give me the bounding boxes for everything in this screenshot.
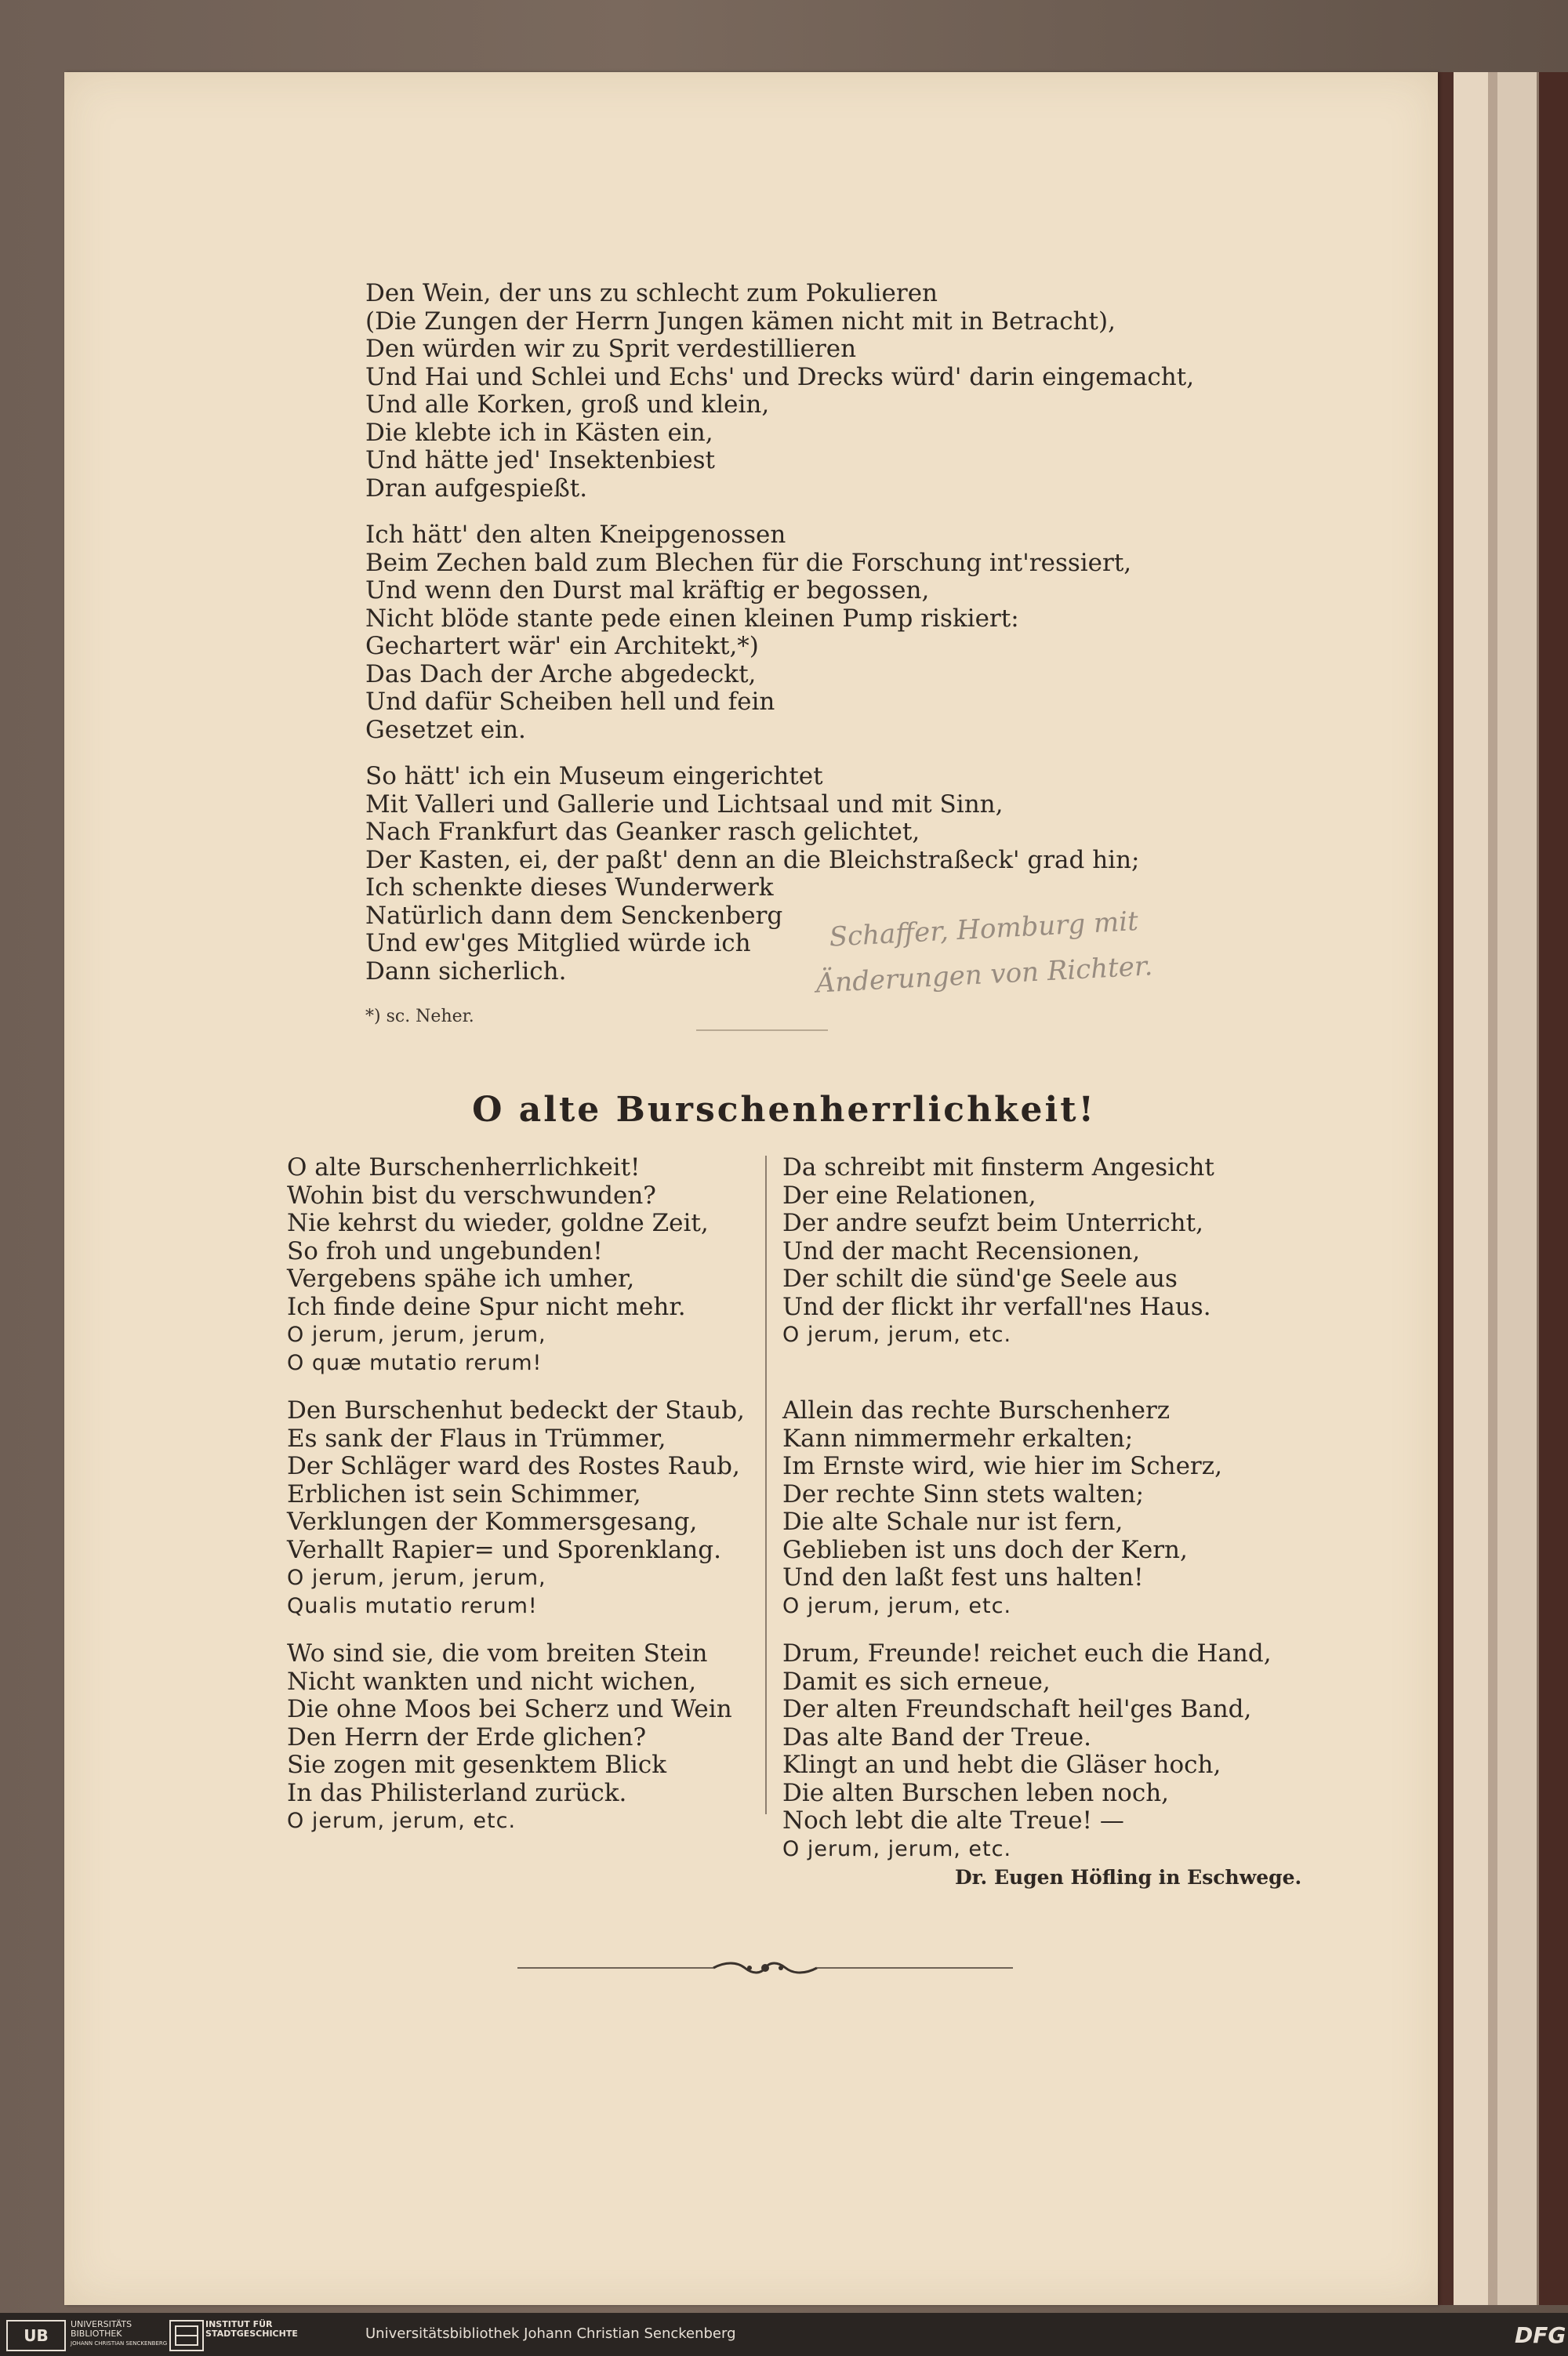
poem-line: Das alte Band der Treue. bbox=[782, 1723, 1091, 1752]
ornament-divider bbox=[517, 1958, 1013, 1977]
poem-line: Der schilt die sünd'ge Seele aus bbox=[782, 1265, 1178, 1293]
institute-logo-text bbox=[205, 2320, 298, 2339]
author-signature: Dr. Eugen Höfling in Eschwege. bbox=[955, 1866, 1302, 1889]
poem-line: Den Wein, der uns zu schlecht zum Pokulieren bbox=[365, 279, 938, 307]
poem-line: So hätt' ich ein Museum eingerichtet bbox=[365, 762, 823, 790]
left-stanza-2 bbox=[287, 1397, 745, 1620]
ub-text-line-3: JOHANN CHRISTIAN SENCKENBERG bbox=[71, 2340, 168, 2347]
poem-line: Und ew'ges Mitglied würde ich bbox=[365, 929, 751, 957]
poem-line: Und den laßt fest uns halten! bbox=[782, 1563, 1144, 1592]
poem-line: Gesetzet ein. bbox=[365, 715, 526, 744]
poem-line: O jerum, jerum, jerum, bbox=[287, 1323, 546, 1347]
poem-line: Und alle Korken, groß und klein, bbox=[365, 390, 770, 419]
poem-line: Allein das rechte Burschenherz bbox=[782, 1396, 1171, 1425]
poem-line: Der Schläger ward des Rostes Raub, bbox=[287, 1452, 740, 1480]
poem-line: Im Ernste wird, wie hier im Scherz, bbox=[782, 1452, 1222, 1480]
right-stanza-2 bbox=[782, 1397, 1222, 1620]
dfg-logo[interactable]: DFG bbox=[1515, 2322, 1566, 2348]
poem-line: Den Burschenhut bedeckt der Staub, bbox=[287, 1396, 745, 1425]
poem-line: Erblichen ist sein Schimmer, bbox=[287, 1479, 641, 1508]
footnote: *) sc. Neher. bbox=[365, 1007, 474, 1026]
poem-line: Dann sicherlich. bbox=[365, 957, 567, 986]
poem-line: Und der macht Recensionen, bbox=[782, 1236, 1141, 1265]
poem-line: Der Kasten, ei, der paßt' denn an die Bleichstraßeck' grad hin; bbox=[365, 845, 1140, 874]
section-divider bbox=[696, 1029, 828, 1031]
poem-line: So froh und ungebunden! bbox=[287, 1236, 603, 1265]
poem-line: Und dafür Scheiben hell und fein bbox=[365, 688, 775, 716]
poem-line: Und wenn den Durst mal kräftig er begossen, bbox=[365, 576, 930, 604]
poem-line: Nie kehrst du wieder, goldne Zeit, bbox=[287, 1209, 709, 1237]
poem-line: Mit Valleri und Gallerie und Lichtsaal und mit Sinn, bbox=[365, 790, 1004, 819]
poem-line: Das Dach der Arche abgedeckt, bbox=[365, 659, 757, 688]
book-cover-edge bbox=[1438, 72, 1454, 2305]
ub-logo[interactable]: UB bbox=[6, 2320, 66, 2351]
poem-line: Beim Zechen bald zum Blechen für die Forschung int'ressiert, bbox=[365, 548, 1132, 577]
poem-line: Kann nimmermehr erkalten; bbox=[782, 1424, 1134, 1453]
poem-line: Der eine Relationen, bbox=[782, 1181, 1036, 1210]
poem-line: Ich hätt' den alten Kneipgenossen bbox=[365, 521, 786, 549]
poem-line: Verhallt Rapier= und Sporenklang. bbox=[287, 1535, 721, 1564]
poem-line: Geblieben ist uns doch der Kern, bbox=[782, 1535, 1188, 1564]
page-stack-shadow bbox=[1488, 72, 1497, 2305]
poem-line: Und der flickt ihr verfall'nes Haus. bbox=[782, 1292, 1211, 1321]
poem-line: Die alte Schale nur ist fern, bbox=[782, 1508, 1123, 1536]
poem-line: Natürlich dann dem Senckenberg bbox=[365, 901, 783, 930]
handwriting-line-2: Änderungen von Richter. bbox=[815, 950, 1154, 1000]
poem-line: Klingt an und hebt die Gläser hoch, bbox=[782, 1751, 1221, 1779]
poem-line: O quæ mutatio rerum! bbox=[287, 1350, 543, 1375]
right-stanza-1 bbox=[782, 1154, 1214, 1349]
poem-line: O alte Burschenherrlichkeit! bbox=[287, 1153, 641, 1182]
poem-line: Noch lebt die alte Treue! — bbox=[782, 1806, 1124, 1835]
poem-line: Dran aufgespießt. bbox=[365, 474, 588, 503]
poem-line: Der rechte Sinn stets walten; bbox=[782, 1479, 1145, 1508]
left-stanza-3 bbox=[287, 1640, 732, 1835]
poem-line: O jerum, jerum, etc. bbox=[782, 1593, 1012, 1618]
poem-line: Wohin bist du verschwunden? bbox=[287, 1181, 656, 1210]
ub-text-line-2: BIBLIOTHEK bbox=[71, 2329, 122, 2339]
poem-line: Qualis mutatio rerum! bbox=[287, 1593, 538, 1618]
poem-line: Die klebte ich in Kästen ein, bbox=[365, 418, 713, 447]
right-stanza-3 bbox=[782, 1640, 1272, 1863]
left-stanza-1 bbox=[287, 1154, 709, 1377]
top-stanza-1 bbox=[365, 280, 1194, 503]
ub-logo-text bbox=[71, 2320, 167, 2348]
top-stanza-2 bbox=[365, 521, 1131, 744]
inst-text-line-1: INSTITUT FÜR bbox=[205, 2319, 273, 2329]
poem-line: Die alten Burschen leben noch, bbox=[782, 1778, 1170, 1807]
poem-line: Der alten Freundschaft heil'ges Band, bbox=[782, 1695, 1252, 1723]
poem-line: O jerum, jerum, etc. bbox=[782, 1323, 1012, 1347]
poem-line: Nach Frankfurt das Geanker rasch gelichtet, bbox=[365, 818, 920, 846]
poem-line: Die ohne Moos bei Scherz und Wein bbox=[287, 1695, 732, 1723]
poem-line: Es sank der Flaus in Trümmer, bbox=[287, 1424, 666, 1453]
footer-bar bbox=[0, 2313, 1568, 2356]
poem-line: O jerum, jerum, etc. bbox=[782, 1836, 1012, 1861]
poem-line: Drum, Freunde! reichet euch die Hand, bbox=[782, 1639, 1272, 1668]
institute-logo[interactable] bbox=[169, 2320, 204, 2351]
poem-line: Der andre seufzt beim Unterricht, bbox=[782, 1209, 1203, 1237]
library-name: Universitätsbibliothek Johann Christian Senckenberg bbox=[365, 2325, 736, 2342]
poem-line: Verklungen der Kommersgesang, bbox=[287, 1508, 698, 1536]
poem-line: Damit es sich erneue, bbox=[782, 1667, 1051, 1696]
handwriting-line-1: Schaffer, Homburg mit bbox=[828, 906, 1139, 953]
poem-line: Den würden wir zu Sprit verdestillieren bbox=[365, 335, 857, 363]
column-divider bbox=[765, 1156, 767, 1814]
poem-line: Und Hai und Schlei und Echs' und Drecks würd' darin eingemacht, bbox=[365, 362, 1195, 391]
poem-line: Nicht wankten und nicht wichen, bbox=[287, 1667, 697, 1696]
poem-line: Und hätte jed' Insektenbiest bbox=[365, 446, 716, 474]
poem-line: (Die Zungen der Herrn Jungen kämen nicht mit in Betracht), bbox=[365, 307, 1116, 336]
poem-line: O jerum, jerum, jerum, bbox=[287, 1566, 546, 1590]
poem-line: Da schreibt mit finsterm Angesicht bbox=[782, 1153, 1214, 1182]
ub-text-line-1: UNIVERSITÄTS bbox=[71, 2319, 132, 2329]
poem-line: Den Herrn der Erde glichen? bbox=[287, 1723, 647, 1752]
institute-emblem-icon bbox=[171, 2322, 202, 2350]
poem-line: Ich finde deine Spur nicht mehr. bbox=[287, 1292, 686, 1321]
poem-line: Ich schenkte dieses Wunderwerk bbox=[365, 873, 774, 902]
poem-title: O alte Burschenherrlichkeit! bbox=[472, 1090, 1096, 1130]
poem-line: Wo sind sie, die vom breiten Stein bbox=[287, 1639, 708, 1668]
handwritten-annotation bbox=[815, 900, 1242, 1031]
poem-line: Vergebens spähe ich umher, bbox=[287, 1265, 635, 1293]
poem-line: Sie zogen mit gesenktem Blick bbox=[287, 1751, 666, 1779]
inst-text-line-2: STADTGESCHICHTE bbox=[205, 2329, 298, 2339]
poem-line: In das Philisterland zurück. bbox=[287, 1778, 627, 1807]
next-page-edge bbox=[1497, 72, 1539, 2305]
poem-line: Gechartert wär' ein Architekt,*) bbox=[365, 632, 759, 660]
poem-line: O jerum, jerum, etc. bbox=[287, 1809, 517, 1833]
back-cover-edge bbox=[1539, 72, 1568, 2305]
page-stack-edge bbox=[1454, 72, 1488, 2305]
poem-line: Nicht blöde stante pede einen kleinen Pump riskiert: bbox=[365, 604, 1019, 633]
